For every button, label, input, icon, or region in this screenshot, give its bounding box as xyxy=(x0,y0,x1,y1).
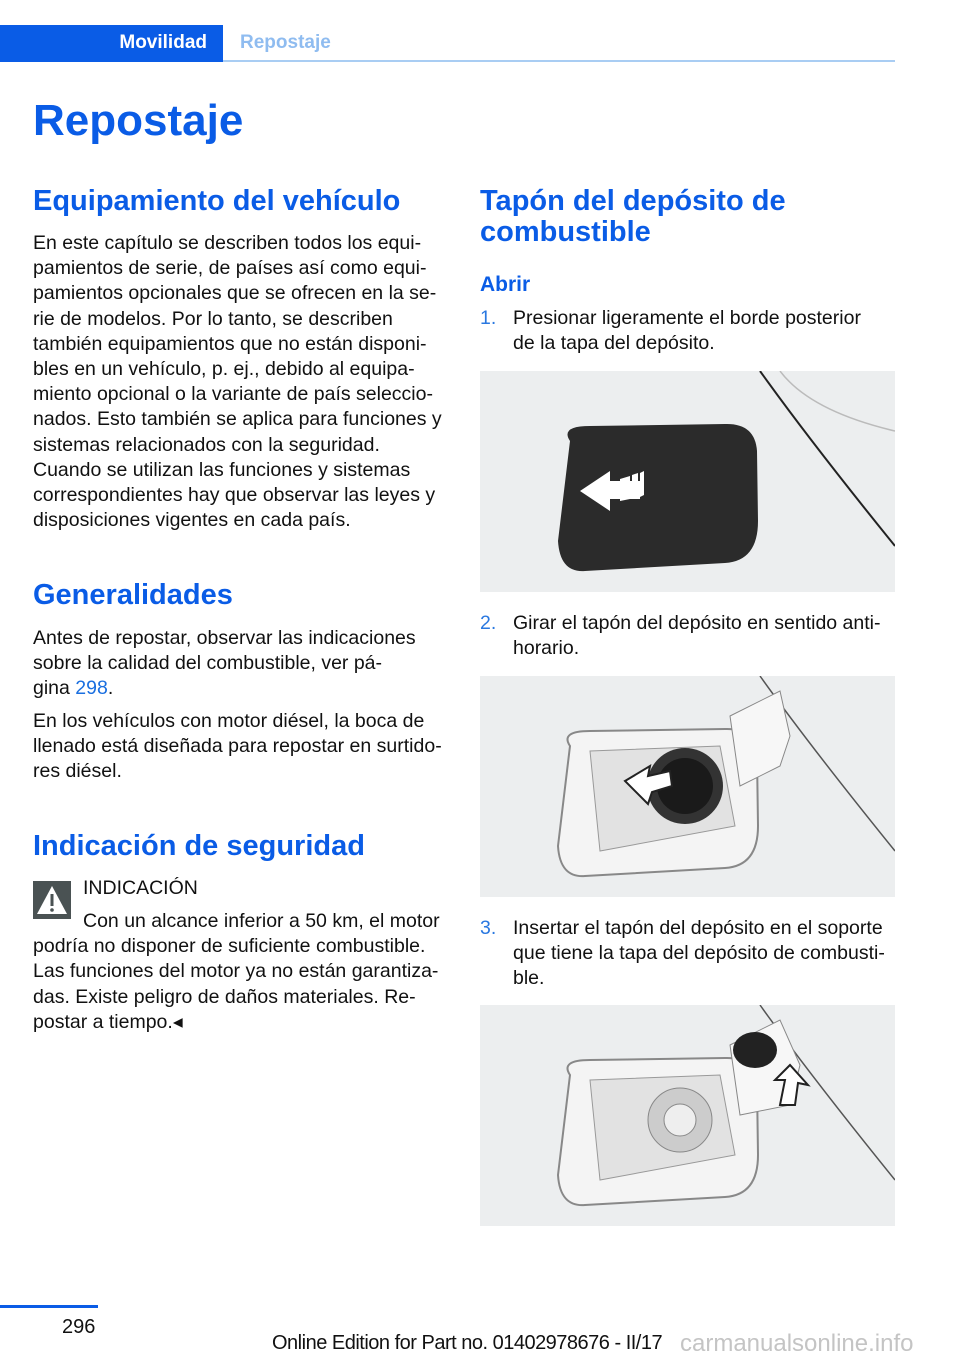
text: . xyxy=(107,677,114,700)
general-heading: Generalidades xyxy=(33,579,233,611)
page-link[interactable]: 298 xyxy=(75,677,108,700)
text-line: también equipamientos que no están disponi- xyxy=(33,332,427,355)
warning-text xyxy=(33,909,440,1035)
general-text xyxy=(33,626,442,784)
text-line: pamientos de serie, de países así como equi- xyxy=(33,257,427,280)
step-1 xyxy=(480,306,861,356)
fuel-cap-turn-image xyxy=(480,676,895,897)
text-line: Antes de repostar, observar las indicaciones xyxy=(33,627,416,649)
text-line: Girar el tapón del depósito en sentido anti- xyxy=(513,612,881,634)
text-line xyxy=(33,676,442,701)
text-line: postar a tiempo.◂ xyxy=(33,1010,183,1033)
warning-label xyxy=(83,876,198,901)
text-line: das. Existe peligro de daños materiales. Re- xyxy=(33,985,416,1008)
text-line: En este capítulo se describen todos los equi- xyxy=(33,232,422,254)
text-line: de la tapa del depósito. xyxy=(513,332,715,355)
fuel-cap-heading xyxy=(480,186,786,248)
heading-line: Tapón del depósito de xyxy=(480,185,786,217)
page-title: Repostaje xyxy=(33,96,244,145)
text-line: miento opcional o la variante de país seleccio- xyxy=(33,383,433,406)
step-number: 2. xyxy=(480,612,497,634)
text-line: nados. Esto también se aplica para funciones y xyxy=(33,408,442,431)
fuel-cap-holder-image xyxy=(480,1005,895,1226)
safety-heading: Indicación de seguridad xyxy=(33,830,365,862)
text-line: sistemas relacionados con la seguridad. xyxy=(33,433,380,456)
fuel-flap-closed-image xyxy=(480,371,895,592)
text: gina xyxy=(33,677,76,700)
step-2 xyxy=(480,611,880,661)
heading-line: combustible xyxy=(480,216,651,248)
equipment-text xyxy=(33,231,442,533)
breadcrumb-subsection: Repostaje xyxy=(240,32,331,53)
edition-text: Online Edition for Part no. 01402978676 - II/17 xyxy=(272,1332,663,1354)
text-line: rie de modelos. Por lo tanto, se describen xyxy=(33,307,393,330)
text-line: disposiciones vigentes en cada país. xyxy=(33,509,351,532)
footer-divider xyxy=(0,1305,98,1308)
text-line: correspondientes hay que observar las leyes y xyxy=(33,484,436,507)
text-line: podría no disponer de suficiente combustible. xyxy=(33,935,426,958)
text-line: Insertar el tapón del depósito en el soporte xyxy=(513,917,883,939)
text-line: bles en un vehículo, p. ej., debido al equipa- xyxy=(33,358,415,381)
text-line: Presionar ligeramente el borde posterior xyxy=(513,307,861,329)
equipment-heading: Equipamiento del vehículo xyxy=(33,185,401,217)
open-subheading: Abrir xyxy=(480,273,531,296)
text-line: llenado está diseñada para repostar en surtido- xyxy=(33,734,442,757)
text-line: Con un alcance inferior a 50 km, el motor xyxy=(83,910,440,932)
header-divider xyxy=(223,60,895,62)
breadcrumb-section: Movilidad xyxy=(0,25,223,62)
text-line: sobre la calidad del combustible, ver pá- xyxy=(33,652,383,675)
text-line: pamientos opcionales que se ofrecen en la se- xyxy=(33,282,437,305)
text-line: Las funciones del motor ya no están garantiza- xyxy=(33,960,439,983)
step-3 xyxy=(480,916,885,992)
text-line: res diésel. xyxy=(33,760,122,783)
text-line: Cuando se utilizan las funciones y sistemas xyxy=(33,458,411,481)
text-line: que tiene la tapa del depósito de combusti- xyxy=(513,942,885,965)
step-number: 3. xyxy=(480,917,497,939)
step-number: 1. xyxy=(480,307,497,329)
page-number: 296 xyxy=(62,1316,96,1338)
text-line: ble. xyxy=(513,967,545,990)
text-line: horario. xyxy=(513,637,580,660)
text-line: INDICACIÓN xyxy=(83,877,198,899)
watermark: carmanualsonline.info xyxy=(680,1330,914,1357)
text-line: En los vehículos con motor diésel, la boca de xyxy=(33,709,425,732)
